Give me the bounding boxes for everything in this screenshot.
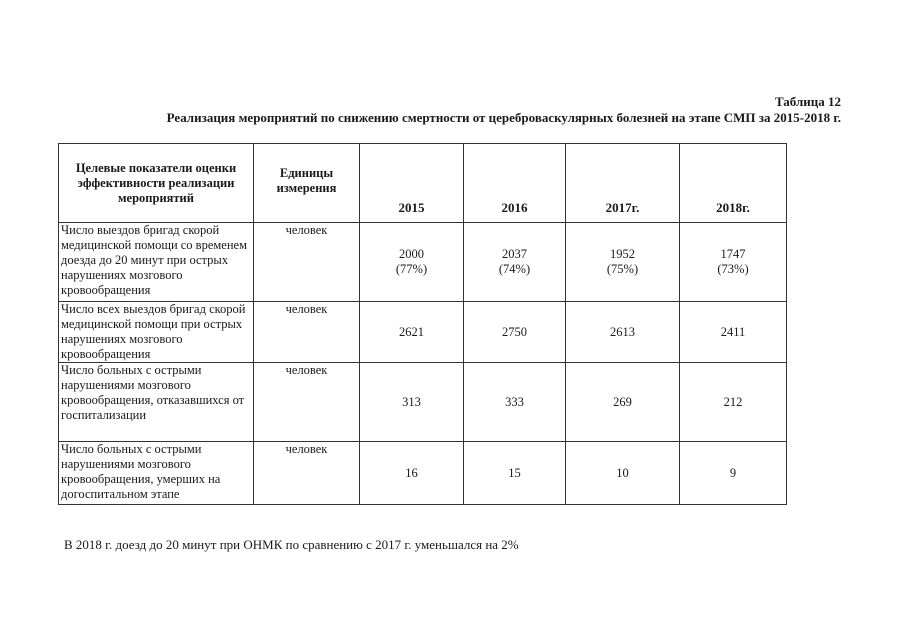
- unit-cell: человек: [254, 442, 360, 505]
- table-title: Реализация мероприятий по снижению смертности от цереброваскулярных болезней на этапе СМП за 2015-2018 г.: [166, 110, 841, 125]
- value-cell-2018: 9: [680, 442, 787, 505]
- table-number-label: Таблица 12: [774, 94, 841, 109]
- column-header-indicators: Целевые показатели оценки эффективности реализации мероприятий: [59, 144, 254, 223]
- value-cell-2015: 313: [360, 363, 464, 442]
- value-cell-2015: 2621: [360, 302, 464, 363]
- column-header-units: Единицы измерения: [254, 144, 360, 223]
- value-number: 1952: [610, 247, 635, 261]
- indicator-label: Число больных с острыми нарушениями мозгового кровообращения, отказавшихся от госпитализации: [59, 363, 254, 442]
- value-cell-2015: [360, 223, 464, 302]
- table-row: [59, 223, 787, 302]
- column-header-2015: 2015: [360, 144, 464, 223]
- value-percent: (77%): [395, 262, 428, 276]
- value-percent: (74%): [498, 262, 531, 276]
- table-row: [59, 302, 787, 363]
- indicator-label: Число всех выездов бригад скорой медицинской помощи при острых нарушениях мозгового кровообращения: [59, 302, 254, 363]
- unit-cell: человек: [254, 223, 360, 302]
- value-cell-2016: 2750: [464, 302, 566, 363]
- value-cell-2018: 212: [680, 363, 787, 442]
- footnote-text: В 2018 г. доезд до 20 минут при ОНМК по сравнению с 2017 г. уменьшался на 2%: [64, 537, 519, 552]
- indicator-label: Число выездов бригад скорой медицинской помощи со временем доезда до 20 минут при острых нарушениях мозгового кровообращения: [59, 223, 254, 302]
- column-header-2017: 2017г.: [566, 144, 680, 223]
- value-cell-2018: 2411: [680, 302, 787, 363]
- unit-cell: человек: [254, 363, 360, 442]
- column-header-2016: 2016: [464, 144, 566, 223]
- table-row: [59, 363, 787, 442]
- value-cell-2017: 269: [566, 363, 680, 442]
- table-header-row: [59, 144, 787, 223]
- value-cell-2016: [464, 223, 566, 302]
- value-cell-2016: 333: [464, 363, 566, 442]
- value-number: 1747: [720, 247, 746, 261]
- value-percent: (73%): [717, 262, 749, 276]
- value-percent: (75%): [606, 262, 639, 276]
- unit-cell: человек: [254, 302, 360, 363]
- value-cell-2017: [566, 223, 680, 302]
- indicator-label: Число больных с острыми нарушениями мозгового кровообращения, умерших на догоспитальном этапе: [59, 442, 254, 505]
- statistics-table: [58, 143, 787, 505]
- value-cell-2018: [680, 223, 787, 302]
- value-cell-2016: 15: [464, 442, 566, 505]
- value-cell-2017: 2613: [566, 302, 680, 363]
- value-cell-2015: 16: [360, 442, 464, 505]
- value-number: 2037: [502, 247, 527, 261]
- value-cell-2017: 10: [566, 442, 680, 505]
- value-number: 2000: [399, 247, 424, 261]
- column-header-2018: 2018г.: [680, 144, 787, 223]
- table-row: [59, 442, 787, 505]
